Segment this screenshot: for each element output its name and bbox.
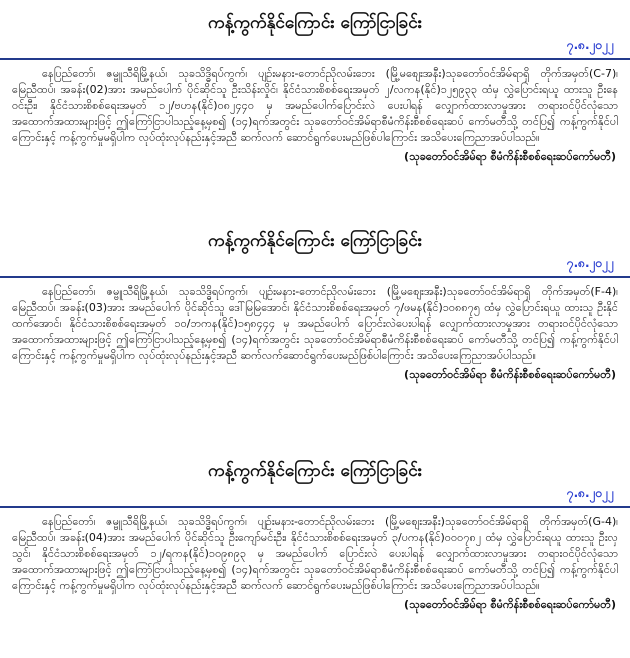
notice-body: နေပြည်တော်၊ ဇမ္ဗူသီရိမြို့နယ်၊ သုခသိဒ္ဓိရပ်ကွက်၊ ပျဉ်းမနား-တောင်ညိုလမ်းဘေး (မြို့မစျေးအနီး)သုခတော်ဝင်အိမ်ရာရှိ တိုက်အမှတ်(F-4)၊ မြေညီထပ်၊ အခန်း(03)အား အမည်ပေါက် ပိုင်ဆိုင်သူ ဒေါ်မြမြအောင်၊ နိုင်ငံသားစိစစ်ရေးအမှတ် ၇/ဖမန(နိုင်)၁၀၈၈၇၅ ထံမှ လွှဲပြောင်းရယူ ထားသူ ဦးနိုင်ထက်အောင်၊ နိုင်ငံသားစိစစ်ရေးအမှတ် ၁၀/ဘကန(နိုင်)၁၅၈၄၄၄ မှ အမည်ပေါက် ပြောင်းလဲပေးပါရန် လျှောက်ထားလာမှုအား တရားဝင်ပိုင်လုံသော အထောက်အထားများဖြင့် ဤကြော်ငြာပါသည့်နေ့မှစ၍ (၁၄)ရက်အတွင်း သုခတော်ဝင်အိမ်ရာစီမံကိန်းစီစစ်ရေးဆပ် ကော်မတီသို့ တင်ပြ၍ ကန့်ကွက်နိုင်ပါကြောင်းနှင့် ကန့်ကွက်မှုမရှိပါက လုပ်ထုံးလုပ်နည်းနှင့်အညီ ဆက်လက်ဆောင်ရွက်ပေးမည်ဖြစ်ပါကြောင်း အသိပေးကြေညာအပ်ပါသည်။ <box>12 285 618 362</box>
notice-signature: (သုခတော်ဝင်အိမ်ရာ စီမံကိန်းစီစစ်ရေးဆပ်ကော်မတီ) <box>404 368 616 381</box>
notice-title: ကန့်ကွက်နိုင်ကြောင်း ကြော်ငြာခြင်း <box>207 461 423 481</box>
notice-2 <box>0 218 630 448</box>
notice-date: ၇.၈.၂၀၂၂ <box>566 256 614 270</box>
notice-date: ၇.၈.၂၀၂၂ <box>566 486 614 500</box>
notice-1 <box>0 0 630 218</box>
notice-title: ကန့်ကွက်နိုင်ကြောင်း ကြော်ငြာခြင်း <box>207 231 423 251</box>
notice-signature: (သုခတော်ဝင်အိမ်ရာ စီမံကိန်းစီစစ်ရေးဆပ်ကော်မတီ) <box>404 598 616 611</box>
notice-signature: (သုခတော်ဝင်အိမ်ရာ စီမံကိန်းစီစစ်ရေးဆပ်ကော်မတီ) <box>404 150 616 163</box>
notice-body: နေပြည်တော်၊ ဇမ္ဗူသီရိမြို့နယ်၊ သုခသိဒ္ဓိရပ်ကွက်၊ ပျဉ်းမနား-တောင်ညိုလမ်းဘေး (မြို့မစျေးအနီး)သုခတော်ဝင်အိမ်ရာရှိ တိုက်အမှတ်(C-7)၊ မြေညီထပ်၊ အခန်း(02)အား အမည်ပေါက် ပိုင်ဆိုင်သူ ဦးသိန်းလှိုင်၊ နိုင်ငံသားစိစစ်ရေးအမှတ် ၂/လကန(နိုင်)၁၂၅၉၃၃ ထံမှ လွှဲပြောင်းရယူ ထားသူ ဦးနေဝင်းဦး၊ နိုင်ငံသားစိစစ်ရေးအမှတ် ၁၂/ဗဟန(နိုင်)၀၈၂၄၄၀ မှ အမည်ပေါက်ပြောင်းလဲ ပေးပါရန် လျှောက်ထားလာမှုအား တရားဝင်ပိုင်လုံသော အထောက်အထားများဖြင့် ဤကြော်ငြာပါသည့်နေ့မှစ၍ (၁၄)ရက်အတွင်း သုခတော်ဝင်အိမ်ရာစီမံကိန်းစီစစ်ရေးဆပ် ကော်မတီသို့ တင်ပြ၍ ကန့်ကွက်နိုင်ပါကြောင်းနှင့် ကန့်ကွက်မှုမရှိပါက လုပ်ထုံးလုပ်နည်းနှင့်အညီ ဆက်လက် ဆောင်ရွက်ပေးမည်ဖြစ်ပါကြောင်း အသိပေးကြေညာအပ်ပါသည်။ <box>12 67 618 144</box>
notice-date: ၇.၈.၂၀၂၂ <box>566 38 614 52</box>
notice-body: နေပြည်တော်၊ ဇမ္ဗူသီရိမြို့နယ်၊ သုခသိဒ္ဓိရပ်ကွက်၊ ပျဉ်းမနား-တောင်ညိုလမ်းဘေး (မြို့မစျေးအနီး)သုခတော်ဝင်အိမ်ရာရှိ တိုက်အမှတ်(G-4)၊ မြေညီထပ်၊ အခန်း(04)အား အမည်ပေါက် ပိုင်ဆိုင်သူ ဦးကျော်မင်းဦး၊ နိုင်ငံသားစိစစ်ရေးအမှတ် ၃/ပကန(နိုင်)၀၀၀၇၈၂ ထံမှ လွှဲပြောင်းရယူ ထားသူ ဦးလှသွင်၊ နိုင်ငံသားစိစစ်ရေးအမှတ် ၁၂/ရကန(နိုင်)၁၀၉၈၉၃ မှ အမည်ပေါက် ပြောင်းလဲ ပေးပါရန် လျှောက်ထားလာမှုအား တရားဝင်ပိုင်လုံသောအထောက်အထားများဖြင့် ဤကြော်ငြာပါသည့်နေ့မှစ၍ (၁၄)ရက်အတွင်း သုခတော်ဝင်အိမ်ရာစီမံကိန်းစီစစ်ရေးဆပ် ကော်မတီသို့ တင်ပြ၍ ကန့်ကွက်နိုင်ပါကြောင်းနှင့် ကန့်ကွက်မှုမရှိပါက လုပ်ထုံးလုပ်နည်းနှင့်အညီ ဆက်လက် ဆောင်ရွက်ပေးမည်ဖြစ်ပါကြောင်း အသိပေးကြေညာအပ်ပါသည်။ <box>12 515 618 592</box>
notice-title: ကန့်ကွက်နိုင်ကြောင်း ကြော်ငြာခြင်း <box>207 13 423 33</box>
notice-3 <box>0 448 630 658</box>
